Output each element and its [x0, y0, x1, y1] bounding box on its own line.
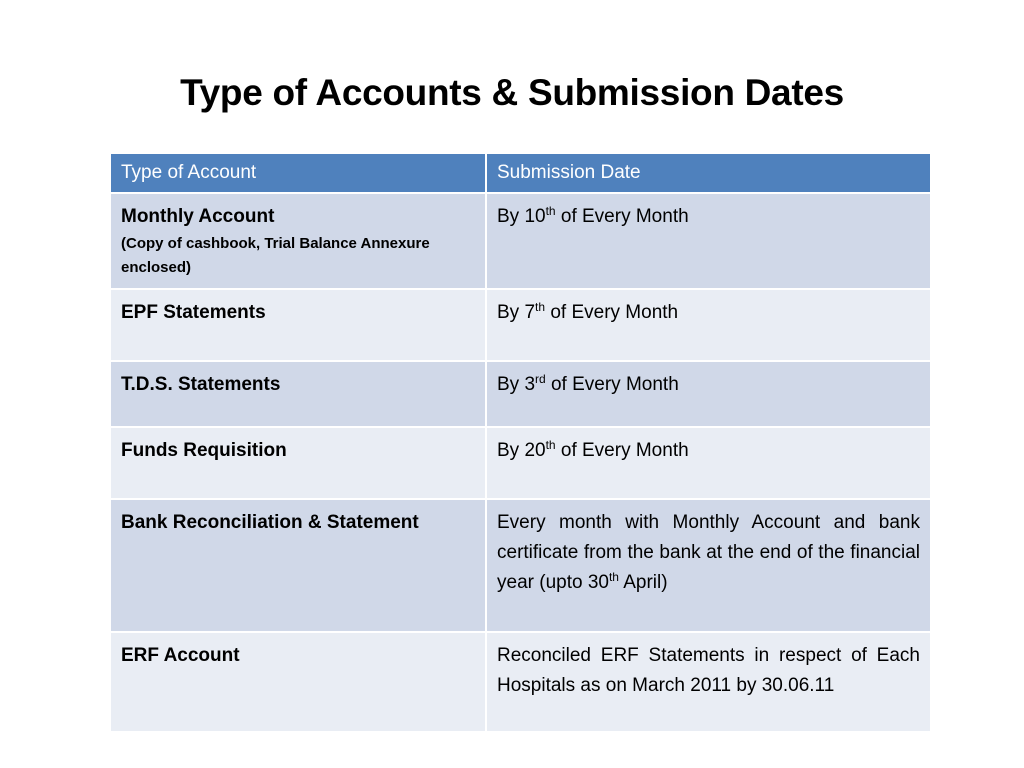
table-row: [111, 499, 930, 632]
date-suffix: April): [618, 572, 668, 593]
table-row: [111, 427, 930, 499]
date-superscript: rd: [535, 372, 546, 386]
date-prefix: By 7: [497, 302, 536, 323]
account-name: T.D.S. Statements: [121, 374, 281, 395]
date-suffix: of Every Month: [545, 302, 679, 323]
slide-title: Type of Accounts & Submission Dates: [180, 72, 844, 113]
account-note: (Copy of cashbook, Trial Balance Annexure enclosed): [121, 235, 430, 276]
date-cell: [486, 193, 930, 289]
account-cell: [111, 361, 486, 427]
account-cell: [111, 632, 486, 732]
date-suffix: of Every Month: [545, 374, 679, 395]
date-cell: [486, 289, 930, 361]
table-row: [111, 361, 930, 427]
date-suffix: of Every Month: [555, 206, 689, 227]
account-cell: [111, 499, 486, 632]
account-name: EPF Statements: [121, 302, 266, 323]
account-name: Bank Reconciliation & Statement: [121, 512, 419, 533]
account-name: ERF Account: [121, 645, 240, 666]
date-cell: [486, 427, 930, 499]
table-row: [111, 193, 930, 289]
date-prefix: By 10: [497, 206, 546, 227]
date-cell: [486, 632, 930, 732]
header-type-of-account: Type of Account: [111, 154, 486, 193]
account-cell: [111, 289, 486, 361]
date-prefix: Every month with Monthly Account and bank certificate from the bank at the end of the financial year (upto 30: [497, 512, 920, 593]
date-prefix: By 20: [497, 440, 546, 461]
date-superscript: th: [608, 570, 619, 584]
account-name: Funds Requisition: [121, 440, 287, 461]
table-row: [111, 289, 930, 361]
account-cell: [111, 193, 486, 289]
date-cell: [486, 361, 930, 427]
account-cell: [111, 427, 486, 499]
date-prefix: By 3: [497, 374, 536, 395]
date-suffix: of Every Month: [555, 440, 689, 461]
header-submission-date: Submission Date: [486, 154, 930, 193]
table-header-row: [111, 154, 930, 193]
date-superscript: th: [535, 300, 546, 314]
date-text: Reconciled ERF Statements in respect of Each Hospitals as on March 2011 by 30.06.11: [497, 645, 920, 696]
date-superscript: th: [545, 204, 556, 218]
accounts-submission-table: [111, 154, 930, 733]
date-superscript: th: [545, 438, 556, 452]
date-cell: [486, 499, 930, 632]
accounts-table-container: [111, 154, 930, 733]
table-row: [111, 632, 930, 732]
account-name: Monthly Account: [121, 206, 275, 227]
